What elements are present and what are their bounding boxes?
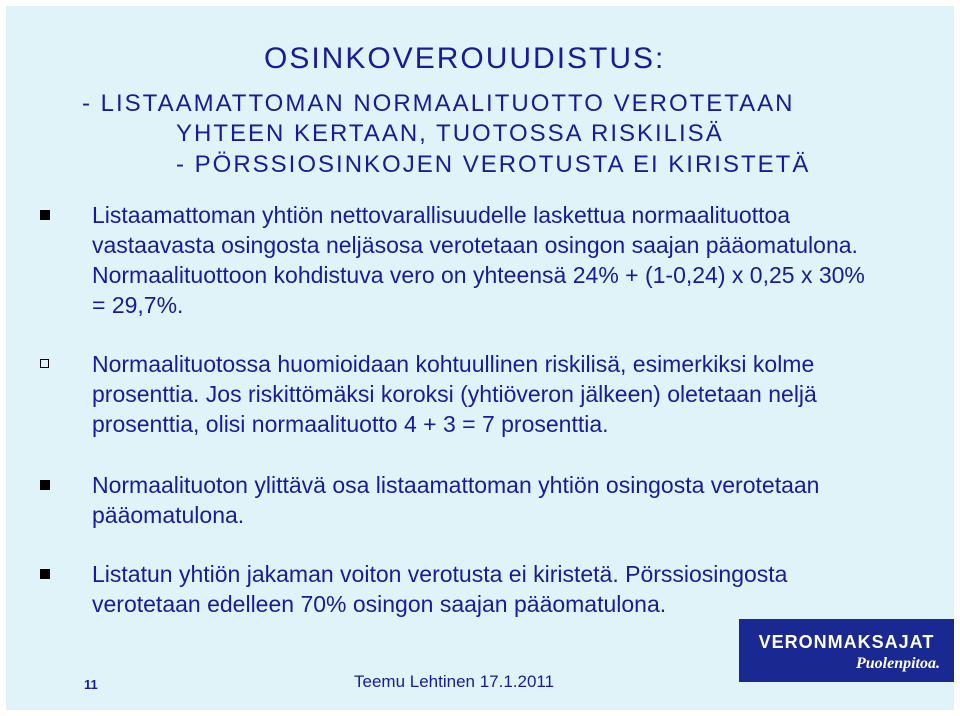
bullet-text-4: Listatun yhtiön jakaman voiton verotusta ei kiristetä. Pörssiosingosta verotetaan edelleen 70% osingon saajan pääomatulona. (92, 561, 788, 617)
logo-slogan: Puolenpitoa. (855, 655, 940, 672)
bullet-square-outline-icon (40, 359, 49, 368)
page-number: 11 (84, 677, 98, 692)
logo-name: VERONMAKSAJAT (758, 632, 935, 652)
veronmaksajat-logo (739, 619, 954, 682)
slide-title: OSINKOVEROUUDISTUS: (264, 42, 666, 75)
bullet-text-3: Normaalituoton ylittävä osa listaamattoman yhtiön osingosta verotetaan pääomatulona. (92, 472, 820, 528)
bullet-square-icon (40, 480, 50, 490)
bullet-square-icon (40, 569, 50, 579)
subtitle-line-1: - LISTAAMATTOMAN NORMAALITUOTTO VEROTETAAN (82, 90, 795, 117)
bullet-text-1: Listaamattoman yhtiön nettovarallisuudelle laskettua normaalituottoa vastaavasta osingosta neljäsosa verotetaan osingon saajan pääomatulona. Normaalituottoon kohdistuva vero on yhteensä 24% + (1-0,24) x 0,25 x 30% = 29,7%. (92, 202, 865, 318)
subtitle-line-2: YHTEEN KERTAAN, TUOTOSSA RISKILISÄ (176, 120, 724, 147)
footer-author-date: Teemu Lehtinen 17.1.2011 (354, 672, 555, 691)
bullet-square-icon (40, 210, 50, 220)
bullet-text-2: Normaalituotossa huomioidaan kohtuullinen riskilisä, esimerkiksi kolme prosenttia. Jos riskittömäksi koroksi (yhtiöveron jälkeen) oletetaan neljä prosenttia, olisi normaalituotto 4 + 3 = 7 prosenttia. (92, 351, 817, 437)
subtitle-line-3: - PÖRSSIOSINKOJEN VEROTUSTA EI KIRISTETÄ (176, 151, 811, 178)
